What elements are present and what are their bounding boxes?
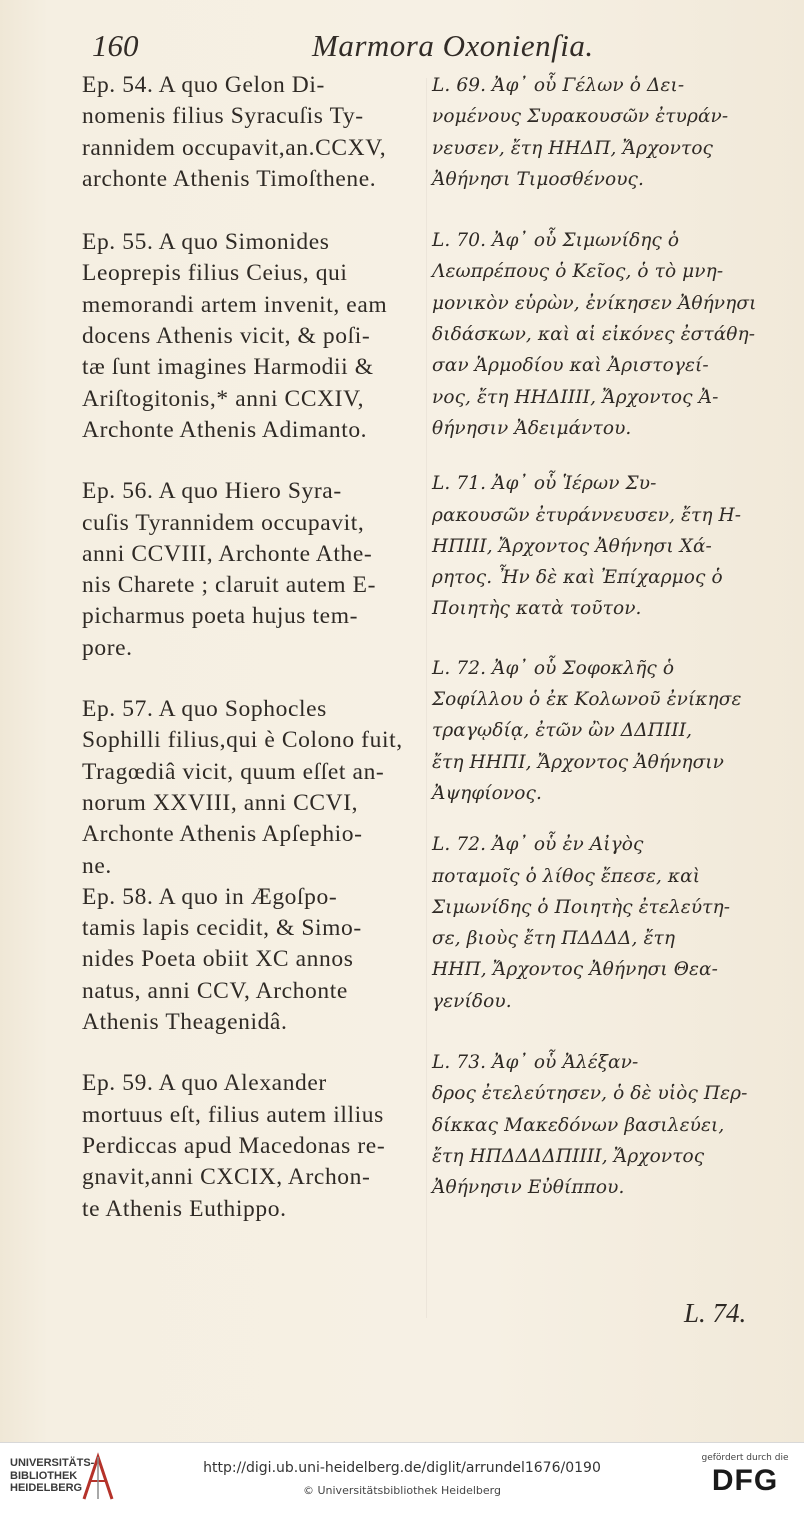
text-line: σαν Ἁρμοδίου καὶ Ἀριστογεί- [432, 355, 709, 377]
text-line: Perdiccas apud Macedonas re- [82, 1132, 386, 1159]
text-line: διδάσκων, καὶ αἱ εἰκόνες ἐστάθη- [432, 324, 756, 346]
copyright-notice: © Universitätsbibliothek Heidelberg [302, 1484, 501, 1497]
text-line: Athenis Theagenidâ. [82, 1009, 288, 1036]
text-line: Ep. 58. A quo in Ægoſpo- [82, 883, 338, 910]
text-line: Archonte Athenis Adimanto. [82, 416, 368, 443]
text-line: tæ ſunt imagines Harmodii & [82, 354, 374, 381]
text-line: te Athenis Euthippo. [82, 1195, 287, 1222]
epoch-entry [432, 653, 774, 809]
text-line: Ep. 55. A quo Simonides [82, 229, 330, 256]
text-line: anni CCVIII, Archonte Athe- [82, 540, 373, 567]
entry-text [432, 70, 774, 195]
entry-text [82, 70, 422, 195]
epoch-entry [82, 694, 422, 882]
text-line: cuſis Tyrannidem occupavit, [82, 509, 365, 536]
entry-text [432, 225, 774, 444]
catchword: L. 74. [684, 1298, 747, 1328]
text-line: Tragœdiâ vicit, quum eſſet an- [82, 758, 385, 785]
text-line: mortuus eſt, filius autem illius [82, 1101, 384, 1128]
text-line: ΗΗΠ, Ἄρχοντος Ἀθήνησι Θεα- [432, 959, 718, 981]
text-line: ρητος. Ἦν δὲ καὶ Ἐπίχαρμος ὁ [432, 567, 723, 589]
library-line: HEIDELBERG [10, 1482, 83, 1494]
epoch-entry [432, 1047, 774, 1203]
text-line: Σοφίλλου ὁ ἐκ Κολωνοῦ ἐνίκησε [432, 689, 742, 711]
dfg-logo: DFG [711, 1464, 779, 1497]
text-line: νομένους Συρακουσῶν ἐτυράν- [432, 106, 729, 128]
library-line: BIBLIOTHEK [10, 1469, 78, 1482]
text-line: Ep. 59. A quo Alexander [82, 1070, 327, 1097]
text-line: Leoprepis filius Ceius, qui [82, 260, 348, 287]
entry-text [432, 1047, 774, 1203]
text-line: Λεωπρέπους ὁ Κεῖος, ὁ τὸ μνη- [432, 261, 724, 283]
entry-text [82, 882, 422, 1038]
text-line: νευσεν, ἔτη ΗΗΔΠ, Ἄρχοντος [432, 137, 714, 159]
text-line: Ἀψηφίονος. [432, 782, 542, 804]
text-line: L. 69. Ἀφ᾽ οὗ Γέλων ὁ Δει- [432, 75, 685, 96]
running-title: Marmora Oxonienſia. [312, 28, 594, 63]
library-line: UNIVERSITÄTS- [10, 1457, 95, 1469]
text-line: ἔτη ΗΗΠΙ, Ἄρχοντος Ἀθήνησιν [432, 751, 724, 773]
epoch-entry [432, 829, 774, 1017]
text-line: L. 72. Ἀφ᾽ οὗ Σοφοκλῆς ὁ [432, 657, 675, 679]
text-line: nis Charete ; claruit autem E- [82, 572, 377, 599]
funding-label: gefördert durch die [701, 1453, 789, 1463]
text-line: L. 72. Ἀφ᾽ οὗ ἐν Αἰγὸς [432, 834, 644, 856]
text-line: ποταμοῖς ὁ λίθος ἔπεσε, καὶ [432, 865, 701, 887]
text-line: norum XXVIII, anni CCVI, [82, 789, 359, 816]
latin-column [82, 70, 422, 1225]
viewer-footer [0, 1442, 804, 1518]
text-line: L. 70. Ἀφ᾽ οὗ Σιμωνίδης ὁ [432, 230, 680, 252]
text-line: νος, ἔτη ΗΗΔΙΙΙΙ, Ἄρχοντος Ἀ- [432, 386, 719, 408]
text-line: ne. [82, 852, 112, 879]
text-line: Ποιητὴς κατὰ τοῦτον. [432, 598, 642, 620]
text-line: picharmus poeta hujus tem- [82, 603, 358, 630]
text-line: τραγῳδίᾳ, ἐτῶν ὢν ΔΔΠΙΙΙ, [432, 720, 693, 742]
text-line: rannidem occupavit,an.CCXV, [82, 134, 387, 161]
text-line: docens Athenis vicit, & poſi- [82, 323, 371, 350]
text-line: pore. [82, 634, 133, 661]
entry-text [82, 694, 422, 882]
text-line: θήνησιν Ἀδειμάντου. [432, 417, 632, 439]
page-number: 160 [92, 28, 139, 63]
text-line: γενίδου. [432, 990, 512, 1012]
text-line: gnavit,anni CXCIX, Archon- [82, 1164, 371, 1191]
epoch-entry [82, 70, 422, 195]
epoch-entry [82, 476, 422, 664]
text-line: tamis lapis cecidit, & Simo- [82, 915, 362, 942]
text-line: μονικὸν εὑρὼν, ἐνίκησεν Ἀθήνησι [432, 292, 757, 314]
epoch-entry [82, 1068, 422, 1224]
text-line: Archonte Athenis Apſephio- [82, 821, 363, 848]
text-line: ΗΠΙΙΙ, Ἄρχοντος Ἀθήνησι Χά- [432, 535, 712, 557]
text-line: L. 71. Ἀφ᾽ οὗ Ἱέρων Συ- [432, 473, 657, 495]
text-line: archonte Athenis Timoſthene. [82, 165, 377, 192]
column-gutter [426, 78, 427, 1318]
entry-text [82, 1068, 422, 1224]
epoch-entry [432, 70, 774, 195]
text-line: Ἀθήνησιν Εὐθίππου. [432, 1177, 625, 1199]
text-line: δρος ἐτελεύτησεν, ὁ δὲ υἱὸς Περ- [432, 1083, 748, 1105]
text-line: δίκκας Μακεδόνων βασιλεύει, [432, 1114, 725, 1136]
greek-column [432, 70, 774, 1204]
text-line: L. 73. Ἀφ᾽ οὗ Ἀλέξαν- [432, 1052, 639, 1074]
entry-text [432, 829, 774, 1017]
text-line: natus, anni CCV, Archonte [82, 977, 348, 1004]
permalink-url[interactable]: http://digi.ub.uni-heidelberg.de/diglit/arrundel1676/0190 [203, 1460, 601, 1476]
entry-text [82, 227, 422, 446]
text-line: Ep. 54. A quo Gelon Di- [82, 72, 325, 98]
epoch-entry [432, 468, 774, 624]
text-line: σε, βιοὺς ἔτη ΠΔΔΔΔ, ἔτη [432, 928, 675, 950]
text-line: Sophilli filius,qui è Colono fuit, [82, 727, 403, 754]
running-head [0, 18, 804, 68]
text-line: Ἀθήνησι Τιμοσθένους. [432, 168, 644, 190]
text-line: nides Poeta obiit XC annos [82, 946, 354, 973]
text-line: Ep. 57. A quo Sophocles [82, 696, 327, 723]
epoch-entry [432, 225, 774, 444]
epoch-entry [82, 882, 422, 1038]
text-line: memorandi artem invenit, eam [82, 291, 388, 318]
entry-text [82, 476, 422, 664]
entry-text [432, 468, 774, 624]
text-line: Ep. 56. A quo Hiero Syra- [82, 478, 342, 505]
text-line: Σιμωνίδης ὁ Ποιητὴς ἐτελεύτη- [432, 896, 731, 918]
epoch-entry [82, 227, 422, 446]
text-line: ρακουσῶν ἐτυράννευσεν, ἔτη Η- [432, 504, 742, 526]
entry-text [432, 653, 774, 809]
text-line: ἔτη ΗΠΔΔΔΔΠΙΙΙΙ, Ἄρχοντος [432, 1145, 705, 1167]
text-line: Ariſtogitonis,* anni CCXIV, [82, 385, 365, 412]
text-line: nomenis filius Syracuſis Ty- [82, 103, 364, 130]
